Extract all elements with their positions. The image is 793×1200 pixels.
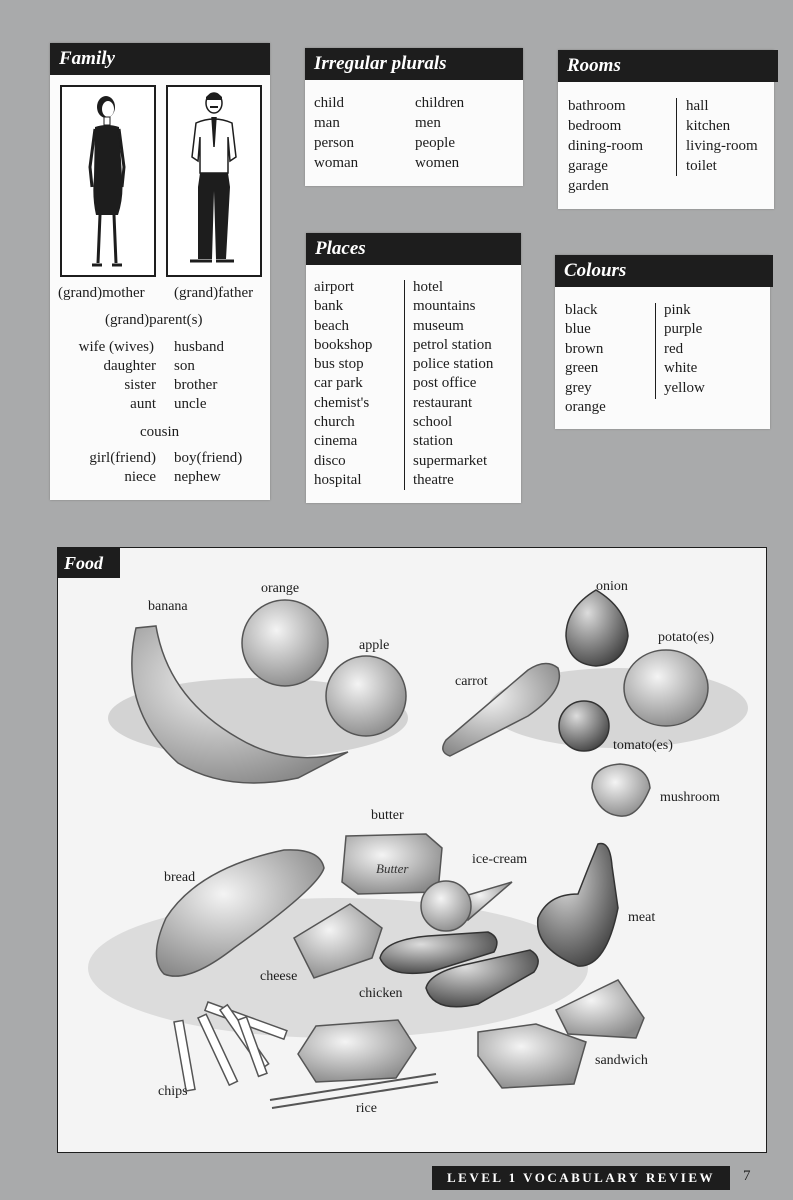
rooms-title: Rooms bbox=[558, 50, 778, 82]
husband-label: husband bbox=[174, 339, 224, 355]
orange-label: orange bbox=[261, 581, 300, 596]
sandwich-label: sandwich bbox=[595, 1053, 648, 1068]
family-title: Family bbox=[50, 43, 270, 75]
woman-illustration bbox=[60, 85, 156, 277]
footer-banner: LEVEL 1 VOCABULARY REVIEW bbox=[432, 1166, 730, 1190]
family-card bbox=[50, 43, 270, 500]
cheese-label: cheese bbox=[260, 969, 298, 984]
places-list-1 bbox=[314, 278, 372, 490]
rooms-card bbox=[558, 50, 774, 209]
meat-icon bbox=[538, 843, 618, 966]
butter-icon bbox=[342, 834, 442, 894]
place-item: school bbox=[413, 414, 453, 431]
room-item: bedroom bbox=[568, 118, 622, 134]
potato-icon bbox=[624, 650, 708, 726]
place-item: petrol station bbox=[413, 336, 492, 353]
ice-cream-label: ice-cream bbox=[472, 852, 528, 867]
cousin-label: cousin bbox=[140, 424, 180, 440]
colours-divider bbox=[655, 303, 656, 399]
daughter-label: daughter bbox=[103, 358, 156, 374]
food-card bbox=[57, 547, 767, 1153]
bread-label: bread bbox=[164, 870, 196, 885]
place-item: church bbox=[314, 414, 355, 431]
banana-label: banana bbox=[148, 599, 188, 614]
apple-icon bbox=[326, 656, 406, 736]
colour-item: grey bbox=[565, 379, 592, 396]
rooms-list-2 bbox=[686, 96, 758, 176]
mushroom-icon bbox=[592, 764, 650, 816]
place-item: disco bbox=[314, 452, 346, 469]
place-item: bank bbox=[314, 298, 344, 315]
colour-item: purple bbox=[664, 321, 703, 338]
potato-label: potato(es) bbox=[658, 630, 714, 645]
place-item: restaurant bbox=[413, 394, 473, 411]
girlfriend-label: girl(friend) bbox=[89, 450, 156, 466]
colour-item: black bbox=[565, 302, 598, 318]
places-title: Places bbox=[306, 233, 521, 265]
place-item: hotel bbox=[413, 279, 443, 295]
grandmother-label: (grand)mother bbox=[58, 285, 145, 301]
grandfather-label: (grand)father bbox=[174, 285, 254, 301]
place-item: police station bbox=[413, 356, 494, 373]
colour-item: pink bbox=[664, 302, 691, 318]
rooms-divider bbox=[676, 98, 677, 176]
rooms-list-1 bbox=[568, 96, 643, 196]
colour-item: green bbox=[565, 360, 599, 377]
room-item: dining-room bbox=[568, 138, 643, 154]
place-item: hospital bbox=[314, 471, 362, 488]
irregular-plurals-card bbox=[305, 48, 523, 186]
colour-item: yellow bbox=[664, 379, 705, 396]
places-list-2 bbox=[413, 278, 493, 490]
meat-label: meat bbox=[628, 910, 656, 925]
colours-card bbox=[555, 255, 770, 429]
room-item: toilet bbox=[686, 158, 717, 174]
singular-item: woman bbox=[314, 155, 359, 171]
niece-label: niece bbox=[124, 469, 156, 485]
colour-item: white bbox=[664, 360, 698, 377]
place-item: airport bbox=[314, 279, 354, 295]
butter-pack-text: Butter bbox=[376, 861, 409, 876]
room-item: garden bbox=[568, 178, 609, 194]
chicken-label: chicken bbox=[359, 986, 403, 1001]
colour-item: blue bbox=[565, 321, 591, 338]
singular-list bbox=[314, 93, 358, 173]
aunt-label: aunt bbox=[130, 396, 156, 412]
colours-title: Colours bbox=[555, 255, 773, 287]
colour-item: orange bbox=[565, 399, 606, 416]
boyfriend-label: boy(friend) bbox=[174, 450, 243, 466]
tomato-icon bbox=[559, 701, 609, 751]
colours-list-1 bbox=[565, 301, 606, 417]
singular-item: person bbox=[314, 135, 354, 151]
place-item: chemist's bbox=[314, 394, 370, 411]
place-item: station bbox=[413, 433, 453, 450]
plural-list bbox=[415, 93, 464, 173]
place-item: bookshop bbox=[314, 336, 373, 353]
plural-item: people bbox=[415, 135, 455, 151]
place-item: mountains bbox=[413, 298, 476, 315]
orange-icon bbox=[242, 600, 328, 686]
mushroom-label: mushroom bbox=[660, 790, 720, 805]
place-item: cinema bbox=[314, 433, 358, 450]
plural-item: children bbox=[415, 95, 465, 111]
uncle-label: uncle bbox=[174, 396, 207, 412]
singular-item: man bbox=[314, 115, 340, 131]
page-number: 7 bbox=[743, 1168, 751, 1184]
onion-icon bbox=[566, 590, 628, 666]
man-illustration bbox=[166, 85, 262, 277]
singular-item: child bbox=[314, 95, 344, 111]
butter-label: butter bbox=[371, 808, 404, 823]
wife-label: wife (wives) bbox=[78, 339, 154, 355]
food-title: Food bbox=[58, 548, 120, 578]
room-item: living-room bbox=[686, 138, 758, 154]
plural-item: men bbox=[415, 115, 441, 131]
colours-list-2 bbox=[664, 301, 705, 398]
place-item: bus stop bbox=[314, 356, 364, 373]
place-item: beach bbox=[314, 317, 349, 334]
irregular-plurals-title: Irregular plurals bbox=[305, 48, 523, 80]
plural-item: women bbox=[415, 155, 460, 171]
nephew-label: nephew bbox=[174, 469, 221, 485]
tomato-label: tomato(es) bbox=[613, 738, 673, 753]
room-item: hall bbox=[686, 98, 709, 114]
colour-item: brown bbox=[565, 340, 604, 357]
place-item: theatre bbox=[413, 471, 454, 488]
place-item: post office bbox=[413, 375, 477, 392]
places-divider bbox=[404, 280, 405, 490]
room-item: garage bbox=[568, 158, 608, 174]
brother-label: brother bbox=[174, 377, 218, 393]
son-label: son bbox=[174, 358, 195, 374]
places-card bbox=[306, 233, 521, 503]
apple-label: apple bbox=[359, 638, 390, 653]
room-item: kitchen bbox=[686, 118, 731, 134]
place-item: museum bbox=[413, 317, 464, 334]
place-item: car park bbox=[314, 375, 363, 392]
colour-item: red bbox=[664, 340, 684, 357]
onion-label: onion bbox=[596, 579, 628, 594]
carrot-label: carrot bbox=[455, 674, 488, 689]
place-item: supermarket bbox=[413, 452, 488, 469]
room-item: bathroom bbox=[568, 98, 626, 114]
grandparents-label: (grand)parent(s) bbox=[105, 312, 203, 328]
rice-label: rice bbox=[356, 1101, 377, 1116]
sister-label: sister bbox=[124, 377, 156, 393]
chips-label: chips bbox=[158, 1084, 188, 1099]
